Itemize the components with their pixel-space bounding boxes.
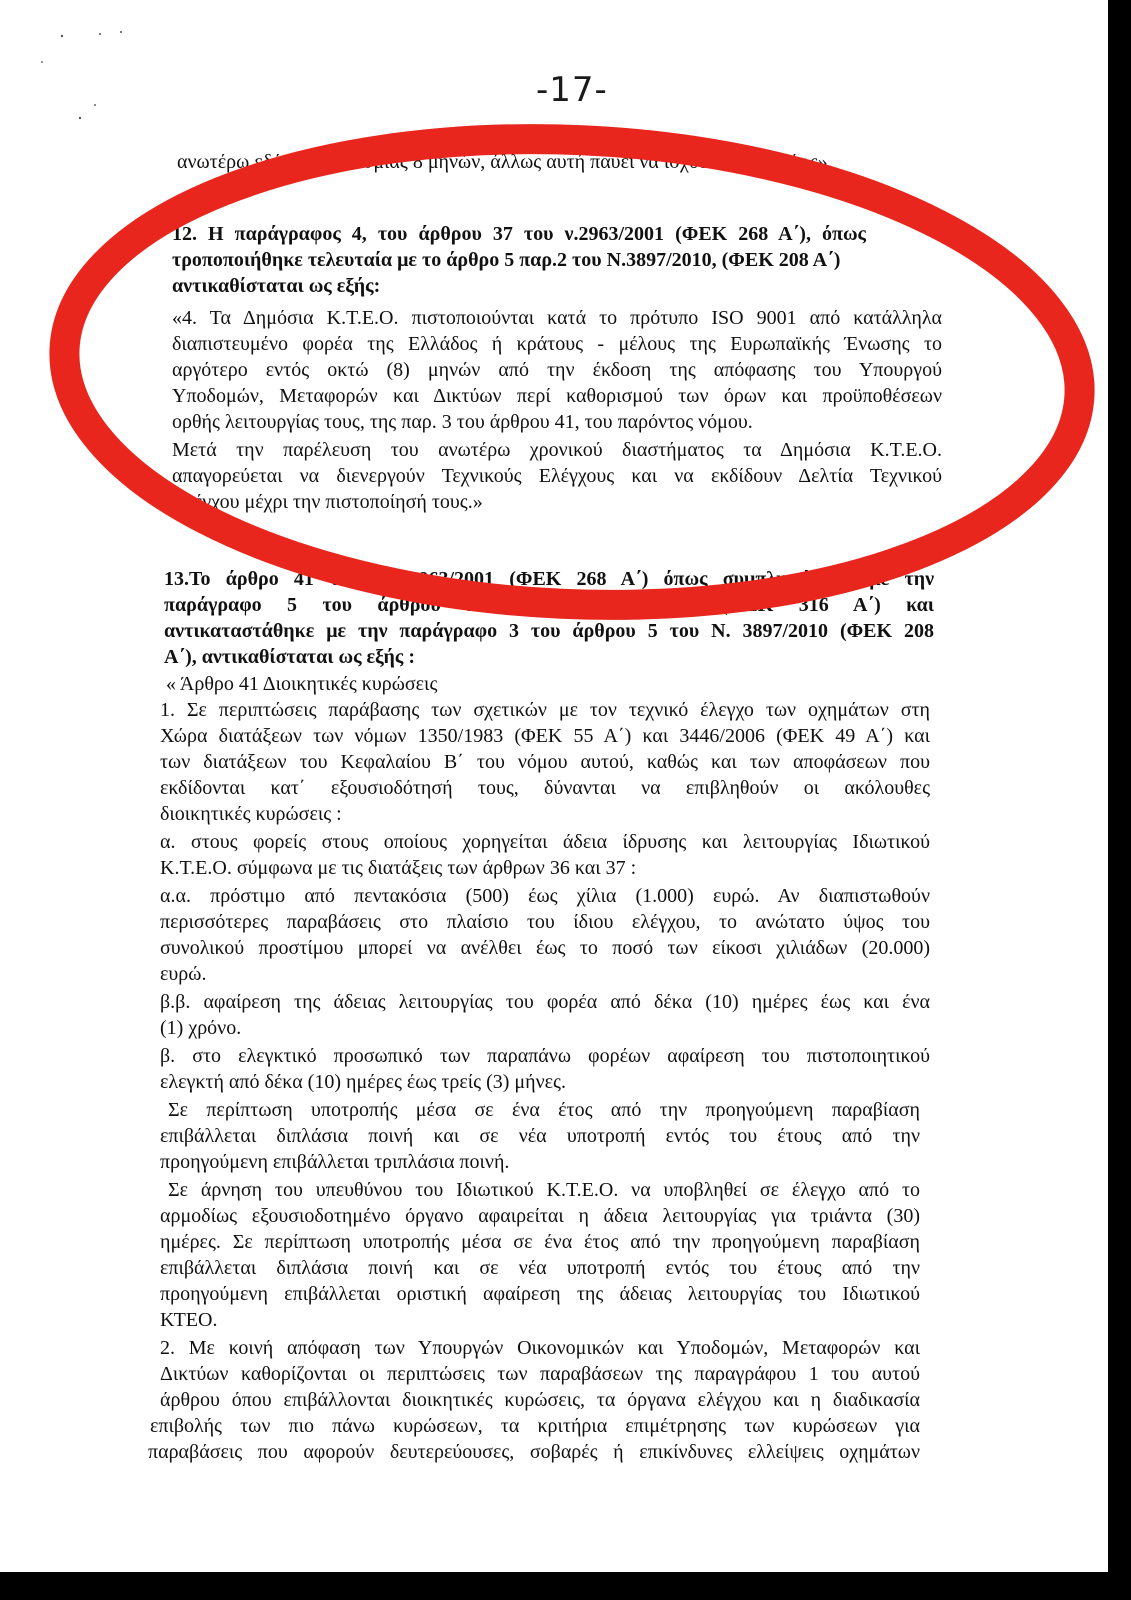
s13-body-line: επιβάλλεται διπλάσια ποινή και σε νέα υποτροπή εντός του έτους από την <box>160 1125 920 1147</box>
s13-body-line: Δικτύων καθορίζονται οι περιπτώσεις των παραβάσεων της παραγράφου 1 του αυτού <box>160 1363 920 1385</box>
s13-body-line: Κ.Τ.Ε.Ο. σύμφωνα με τις διατάξεις των άρθρων 36 και 37 : <box>160 857 637 879</box>
prev-section-end: ανωτέρω εδάφιο προθεσμίας 8 μηνών, άλλως αυτή παύει να ισχύει αυτοδικαίως». <box>177 151 833 173</box>
s13-body-line: των διατάξεων του Κεφαλαίου Β΄ του νόμου αυτού, καθώς και των αποφάσεων που <box>160 751 930 773</box>
s13-body-line: επιβάλλεται διπλάσια ποινή και σε νέα υποτροπή εντός του έτους από την <box>160 1257 920 1279</box>
s12-body-line: αργότερο εντός οκτώ (8) μηνών από την έκδοση της απόφασης του Υπουργού <box>172 359 942 381</box>
s12-heading-line: τροποποιήθηκε τελευταία με το άρθρο 5 παρ.2 του Ν.3897/2010, (ΦΕΚ 208 Α΄) <box>172 249 841 271</box>
s13-body-line: β. στο ελεγκτικό προσωπικό των παραπάνω φορέων αφαίρεση του πιστοποιητικού <box>160 1045 930 1067</box>
s13-heading-line: παράγραφο 5 του άρθρου 11 του Ν. 3082/2002 (ΦΕΚ 316 Α΄) και <box>164 594 934 616</box>
s13-heading-line: αντικαταστάθηκε με την παράγραφο 3 του άρθρου 5 του Ν. 3897/2010 (ΦΕΚ 208 <box>164 620 934 642</box>
s13-body-line: 1. Σε περιπτώσεις παράβασης των σχετικών με τον τεχνικό έλεγχο των οχημάτων στη <box>160 699 930 721</box>
s12-body-line: διαπιστευμένο φορέα της Ελλάδος ή κράτους - μέλους της Ευρωπαϊκής Ένωσης το <box>172 333 942 355</box>
s13-heading-line: Α΄), αντικαθίσταται ως εξής : <box>164 646 415 668</box>
s13-body-line: « Άρθρο 41 Διοικητικές κυρώσεις <box>166 673 438 695</box>
s13-body-line: β.β. αφαίρεση της άδειας λειτουργίας του φορέα από δέκα (10) ημέρες έως και ένα <box>160 991 930 1013</box>
s13-body-line: Σε άρνηση του υπευθύνου του Ιδιωτικού Κ.Τ.Ε.Ο. να υποβληθεί σε έλεγχο από το <box>168 1179 920 1201</box>
s12-body-line: Υποδομών, Μεταφορών και Δικτύων περί καθορισμού των όρων και προϋποθέσεων <box>172 385 942 407</box>
s13-body-line: αρμοδίως εξουσιοδοτημένο όργανο αφαιρείται η άδεια λειτουργίας για τριάντα (30) <box>160 1205 920 1227</box>
s13-body-line: α. στους φορείς στους οποίους χορηγείται άδεια ίδρυσης και λειτουργίας Ιδιωτικού <box>160 831 930 853</box>
scan-specks <box>0 0 140 140</box>
s13-body-line: α.α. πρόστιμο από πεντακόσια (500) έως χίλια (1.000) ευρώ. Αν διαπιστωθούν <box>160 885 930 907</box>
s13-body-line: διοικητικές κυρώσεις : <box>160 803 342 825</box>
s12-body-line: Ελέγχου μέχρι την πιστοποίησή τους.» <box>172 491 483 513</box>
s13-body-line: ελεγκτή από δέκα (10) ημέρες έως τρείς (3) μήνες. <box>160 1071 566 1093</box>
s13-body-line: περισσότερες παραβάσεις στο πλαίσιο του ίδιου ελέγχου, το ανώτατο ύψος του <box>160 911 930 933</box>
s13-body-line: ευρώ. <box>160 963 207 985</box>
s12-heading-line: 12. Η παράγραφος 4, του άρθρου 37 του ν.2963/2001 (ΦΕΚ 268 Α΄), όπως <box>172 223 866 245</box>
s13-heading-line: 13.Το άρθρο 41 του Ν. 2963/2001 (ΦΕΚ 268 Α΄) όπως συμπληρώθηκε με την <box>164 568 934 590</box>
s12-body-line: «4. Τα Δημόσια Κ.Τ.Ε.Ο. πιστοποιούνται κατά το πρότυπο ISO 9001 από κατάλληλα <box>172 307 942 329</box>
s13-body-line: παραβάσεις που αφορούν δευτερεύουσες, σοβαρές ή επικίνδυνες ελλείψεις οχημάτων <box>148 1441 920 1463</box>
page-number-text: -17- <box>536 70 608 110</box>
s12-heading-line: αντικαθίσταται ως εξής: <box>172 275 381 297</box>
s12-body-line: ορθής λειτουργίας τους, της παρ. 3 του άρθρου 41, του παρόντος νόμου. <box>172 411 753 433</box>
s13-body-line: άρθρου όπου επιβάλλονται διοικητικές κυρώσεις, τα όργανα ελέγχου και η διαδικασία <box>160 1389 920 1411</box>
s13-body-line: επιβολής των πιο πάνω κυρώσεων, τα κριτήρια επιμέτρησης των κυρώσεων για <box>150 1415 920 1437</box>
s13-body-line: προηγούμενη επιβάλλεται οριστική αφαίρεση της άδειας λειτουργίας του Ιδιωτικού <box>160 1283 920 1305</box>
s12-body-line: Μετά την παρέλευση του ανωτέρω χρονικού διαστήματος τα Δημόσια Κ.Τ.Ε.Ο. <box>172 439 942 461</box>
s13-body-line: προηγούμενη επιβάλλεται τριπλάσια ποινή. <box>160 1151 510 1173</box>
s13-body-line: Χώρα διατάξεων των νόμων 1350/1983 (ΦΕΚ 55 Α΄) και 3446/2006 (ΦΕΚ 49 Α΄) και <box>160 725 930 747</box>
s13-body-line: 2. Με κοινή απόφαση των Υπουργών Οικονομικών και Υποδομών, Μεταφορών και <box>160 1337 920 1359</box>
s13-body-line: (1) χρόνο. <box>160 1017 242 1039</box>
s13-body-line: ΚΤΕΟ. <box>160 1309 218 1331</box>
s13-body-line: ημέρες. Σε περίπτωση υποτροπής μέσα σε ένα έτος από την προηγούμενη παραβίαση <box>160 1231 920 1253</box>
s13-body-line: εκδίδονται κατ΄ εξουσιοδότησή τους, δύνανται να επιβληθούν οι ακόλουθες <box>160 777 930 799</box>
page-number <box>520 70 640 120</box>
s13-body-line: συνολικού προστίμου μπορεί να ανέλθει έως το ποσό των είκοσι χιλιάδων (20.000) <box>160 937 930 959</box>
s12-body-line: απαγορεύεται να διενεργούν Τεχνικούς Ελέγχους και να εκδίδουν Δελτία Τεχνικού <box>172 465 942 487</box>
s13-body-line: Σε περίπτωση υποτροπής μέσα σε ένα έτος από την προηγούμενη παραβίαση <box>168 1099 920 1121</box>
